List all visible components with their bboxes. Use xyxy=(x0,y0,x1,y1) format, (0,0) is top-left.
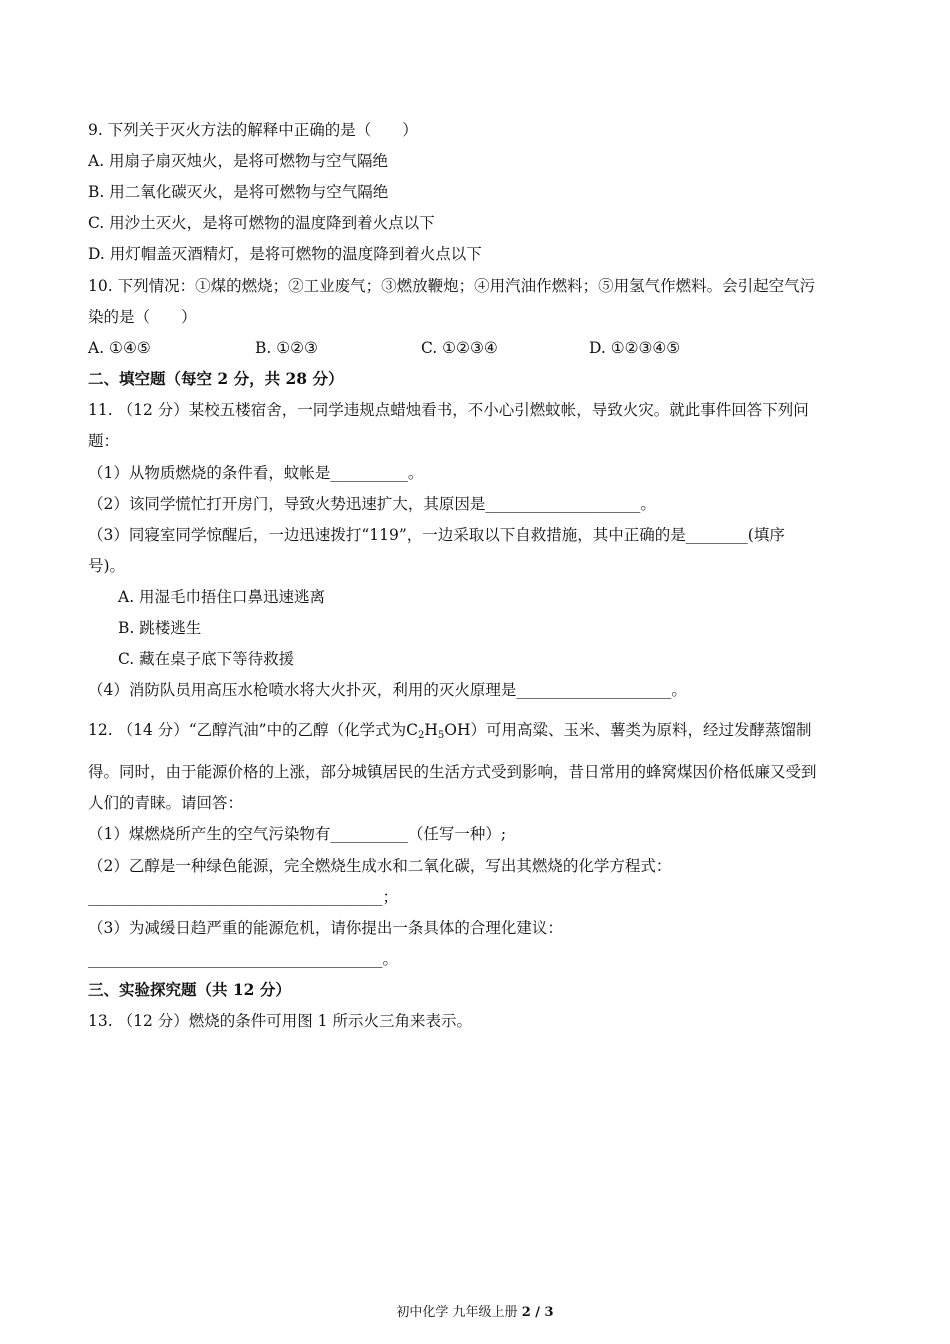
q10-stem-line1: 10. 下列情况：①煤的燃烧；②工业废气；③燃放鞭炮；④用汽油作燃料；⑤用氢气作燃料。会引起空气污 xyxy=(88,277,816,295)
q11-part2: （2）该同学慌忙打开房门，导致火势迅速扩大，其原因是____________________。 xyxy=(88,495,656,513)
q12-stem-line2: 得。同时，由于能源价格的上涨，部分城镇居民的生活方式受到影响，昔日常用的蜂窝煤因价格低廉又受到 xyxy=(88,763,817,781)
q11-part4: （4）消防队员用高压水枪喷水将大火扑灭，利用的灭火原理是____________________。 xyxy=(88,681,687,699)
section-fill-in-heading: 二、填空题（每空 2 分，共 28 分） xyxy=(88,369,344,388)
q11-choice-c: C. 藏在桌子底下等待救援 xyxy=(118,650,295,668)
ethanol-formula: $C_2H_5OH$ xyxy=(406,721,471,741)
q13-stem: 13. （12 分）燃烧的条件可用图 1 所示火三角来表示。 xyxy=(88,1012,472,1030)
q12-stem-pre: 12. （14 分）“乙醇汽油”中的乙醇（化学式为 xyxy=(88,721,407,739)
q11-part3-line1: （3）同寝室同学惊醒后，一边迅速拨打“119”，一边采取以下自救措施，其中正确的是________(填序 xyxy=(88,526,785,544)
q9-option-a: A. 用扇子扇灭烛火，是将可燃物与空气隔绝 xyxy=(88,152,389,170)
q11-stem-line2: 题： xyxy=(88,432,120,450)
footer-text: 初中化学 九年级上册 xyxy=(396,1305,522,1320)
q12-part2: （2）乙醇是一种绿色能源，完全燃烧生成水和二氧化碳，写出其燃烧的化学方程式： xyxy=(88,857,672,875)
q12-part3: （3）为减缓日趋严重的能源危机，请你提出一条具体的合理化建议： xyxy=(88,919,563,937)
page-number: 2 / 3 xyxy=(521,1305,554,1320)
q9-stem: 9. 下列关于灭火方法的解释中正确的是（ ） xyxy=(88,121,418,139)
page-footer xyxy=(0,1305,950,1321)
q12-part2-answer-blank: ______________________________________； xyxy=(88,888,399,906)
q12-stem-line1 xyxy=(88,720,811,746)
q11-choice-a: A. 用湿毛巾捂住口鼻迅速逃离 xyxy=(118,588,326,606)
q12-part3-answer-blank: ______________________________________。 xyxy=(88,950,399,968)
q11-part1: （1）从物质燃烧的条件看，蚊帐是__________。 xyxy=(88,464,424,482)
q12-stem-post: ）可用高粱、玉米、薯类为原料，经过发酵蒸馏制 xyxy=(470,721,812,739)
q9-option-b: B. 用二氧化碳灭火，是将可燃物与空气隔绝 xyxy=(88,183,389,201)
section-experiment-heading: 三、实验探究题（共 12 分） xyxy=(88,980,291,999)
q10-stem-line2: 染的是（ ） xyxy=(88,308,197,326)
q12-stem-line3: 人们的青睐。请回答： xyxy=(88,794,244,812)
q11-stem-line1: 11. （12 分）某校五楼宿舍，一同学违规点蜡烛看书，不小心引燃蚊帐，导致火灾。就此事件回答下列问 xyxy=(88,401,809,419)
q10-option-b: B. ①②③ xyxy=(255,339,318,357)
q10-option-a: A. ①④⑤ xyxy=(88,339,151,357)
q12-part1: （1）煤燃烧所产生的空气污染物有__________（任写一种）; xyxy=(88,825,507,843)
q11-choice-b: B. 跳楼逃生 xyxy=(118,619,202,637)
q10-option-c: C. ①②③④ xyxy=(421,339,498,357)
q11-part3-line2: 号)。 xyxy=(88,557,126,575)
q9-option-d: D. 用灯帽盖灭酒精灯，是将可燃物的温度降到着火点以下 xyxy=(88,245,482,263)
q10-option-d: D. ①②③④⑤ xyxy=(589,339,681,357)
q9-option-c: C. 用沙土灭火，是将可燃物的温度降到着火点以下 xyxy=(88,214,435,232)
